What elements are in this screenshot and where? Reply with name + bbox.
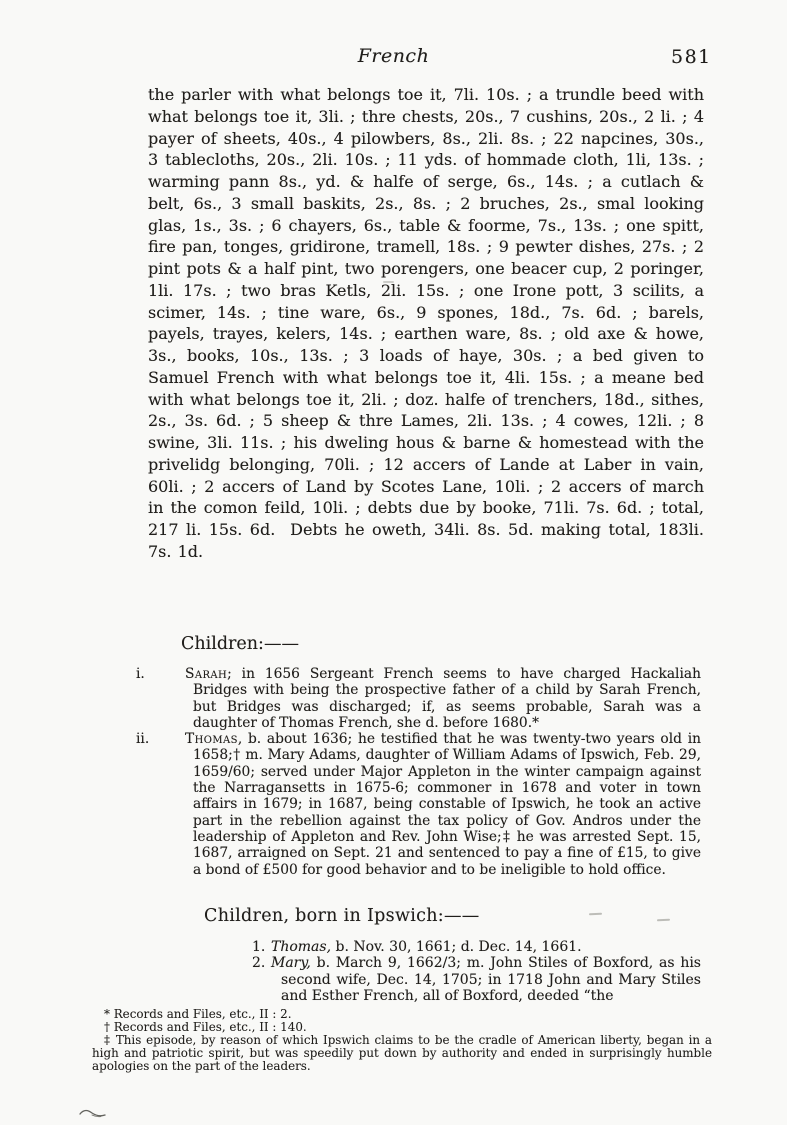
footnote-text: This episode, by reason of which Ipswich claims to be the cradle of American liberty, began in a high and patriotic spirit, but was speedily put down by authority and ended in surprisingly humble apologies on the part of the leaders. [92, 1032, 713, 1073]
footnote-double-dagger [92, 1034, 712, 1073]
grandchildren-list [252, 939, 701, 1005]
estate-inventory-paragraph: the parler with what belongs toe it, 7li. 10s. ; a trundle beed with what belongs toe it, 3li. ; thre chests, 20s., 7 cushins, 20s., 2 li. ; 4 payer of sheets, 40s., 4 pilowbers, 8s., 2li. 8s. ; 22 napcines, 30s., 3 tablecloths, 20s., 2li. 10s. ; 11 yds. of hommade cloth, 1li, 13s. ; warming pann 8s., yd. & halfe of serge, 6s., 14s. ; a cutlach & belt, 6s., 3 small baskits, 2s., 8s. ; 2 bruches, 2s., smal looking glas, 1s., 3s. ; 6 chayers, 6s., table & foorme, 7s., 13s. ; one spitt, fire pan, tonges, gridirone, tramell, 18s. ; 9 pewter dishes, 27s. ; 2 pint pots & a half pint, two porengers, one beacer cup, 2 poringer, 1li. 17s. ; two bras Ketls, 2li. 15s. ; one Irone pott, 3 scilits, a scimer, 14s. ; tine ware, 6s., 9 spones, 18d., 7s. 6d. ; barels, payels, trayes, kelers, 14s. ; earthen ware, 8s. ; old axe & howe, 3s., books, 10s., 13s. ; 3 loads of haye, 30s. ; a bed given to Samuel French with what belongs toe it, 4li. 15s. ; a meane bed with what belongs toe it, 2li. ; doz. halfe of trenchers, 18d., sithes, 2s., 3s. 6d. ; 5 sheep & thre Lames, 2li. 13s. ; 4 cowes, 12li. ; 8 swine, 3li. 11s. ; his dweling hous & barne & homestead with the privelidg belonging, 70li. ; 12 accers of Lande at Laber in vain, 60li. ; 2 accers of Land by Scotes Lane, 10li. ; 2 accers of march in the comon feild, 10li. ; debts due by booke, 71li. 7s. 6d. ; total, 217 li. 15s. 6d. Debts he oweth, 34li. 8s. 5d. making total, 183li. 7s. 1d. [148, 85, 704, 561]
footnote-symbol: * [104, 1007, 110, 1021]
running-header-title: French [357, 45, 430, 67]
children-born-in-ipswich-heading: Children, born in Ipswich:—— [204, 906, 480, 926]
grandchild-biography: b. March 9, 1662/3; m. John Stiles of Boxford, as his second wife, Dec. 14, 1705; in 1718 John and Mary Stiles and Esther French, all of Boxford, deeded “the [281, 955, 701, 1005]
child-entry-text [185, 731, 701, 878]
footnote-symbol: ‡ [104, 1032, 111, 1047]
child-numeral: i. [136, 666, 145, 682]
grandchild-biography: b. Nov. 30, 1661; d. Dec. 14, 1661. [331, 939, 582, 955]
grandchild-entry-text [271, 955, 701, 1004]
footnote-text: Records and Files, etc., II : 2. [113, 1007, 292, 1021]
child-numeral: ii. [136, 731, 150, 748]
child-entry-sarah [136, 666, 701, 731]
footnote-text: Records and Files, etc., II : 140. [113, 1019, 307, 1034]
child-biography: , b. about 1636; he testified that he was twenty-two years old in 1658;† m. Mary Adams, daughter of William Adams of Ipswich, Feb. 29, 1659/60; served under Major Appleton in the winter campaign against the Narragansetts in 1675-6; commoner in 1678 and voter in town affairs in 1679; in 1687, being constable of Ipswich, he took an active part in the rebellion against the tax policy of Gov. Andros under the leadership of Appleton and Rev. John Wise;‡ he was arrested Sept. 15, 1687, arraigned on Sept. 21 and sentenced to pay a fine of £15, to give a bond of £500 for good behavior and to be ineligible to hold office. [193, 731, 701, 878]
scan-artifact-dash [657, 919, 670, 922]
child-name: Sarah [185, 666, 228, 682]
child-name: Thomas [185, 731, 238, 748]
grandchild-name: Thomas, [271, 939, 332, 955]
footnotes-block [92, 1008, 712, 1073]
grandchild-entry-thomas [252, 939, 701, 955]
children-list [136, 666, 701, 878]
grandchild-entry-text [271, 939, 701, 955]
children-heading: Children:—— [181, 634, 299, 654]
grandchild-number: 2. [252, 955, 266, 972]
child-entry-text [185, 666, 701, 731]
scan-artifact-dash [589, 913, 602, 915]
scan-artifact-dash [383, 281, 394, 283]
child-entry-thomas [136, 731, 701, 878]
footnote-symbol: † [104, 1019, 110, 1034]
scan-artifact-squiggle [78, 1105, 108, 1124]
page-number: 581 [671, 46, 712, 68]
grandchild-number: 1. [252, 939, 266, 955]
grandchild-name: Mary, [271, 955, 311, 972]
child-biography: ; in 1656 Sergeant French seems to have charged Hackaliah Bridges with being the prospective father of a child by Sarah French, but Bridges was discharged; if, as seems probable, Sarah was a daughter of Thomas French, she d. before 1680.* [193, 666, 701, 731]
grandchild-entry-mary [252, 955, 701, 1004]
